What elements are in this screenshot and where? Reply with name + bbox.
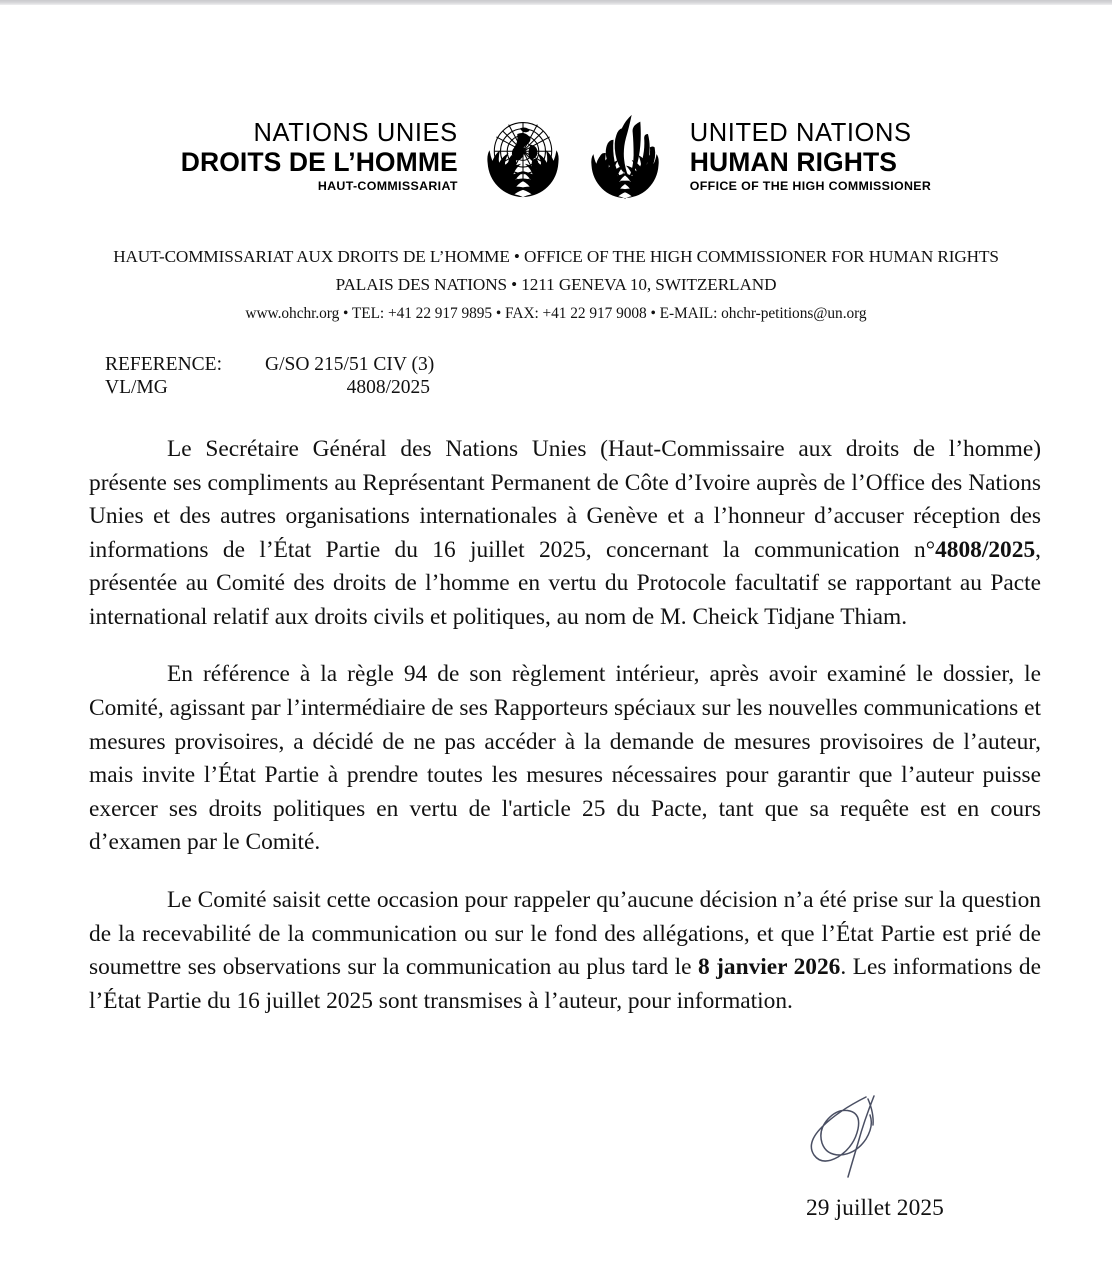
reference-initials: VL/MG bbox=[105, 376, 168, 398]
reference-row-primary bbox=[105, 354, 435, 377]
letterhead-english-text bbox=[690, 121, 931, 192]
letter-body bbox=[89, 433, 1041, 1018]
body-text-run: , présentée au Comité des droits de l’homme en vertu du Protocole facultatif se rapportant au Pacte international relatif aux droits civils et politiques, au nom de M. Cheick Tidjane Thiam. bbox=[89, 536, 1041, 630]
letterhead-french-text bbox=[181, 121, 458, 192]
signature-block bbox=[760, 1093, 990, 1222]
reference-label: REFERENCE: bbox=[105, 354, 223, 375]
body-text-run: Le Comité saisit cette occasion pour rappeler qu’aucune décision n’a été prise sur la question de la recevabilité de la communication ou sur le fond des allégations, et que l’État Partie est prié de soumettre ses observations sur la communication au plus tard le bbox=[89, 886, 1041, 981]
reference-case-number: 4808/2025 bbox=[346, 376, 430, 398]
letterhead-en-line2: HUMAN RIGHTS bbox=[689, 146, 898, 177]
address-line-2: PALAIS DES NATIONS • 1211 GENEVA 10, SWITZERLAND bbox=[335, 275, 777, 295]
letterhead-fr-line3: HAUT-COMMISSARIAT bbox=[317, 179, 458, 194]
handwritten-signature bbox=[778, 1093, 928, 1185]
reference-value: G/SO 215/51 CIV (3) bbox=[265, 354, 435, 375]
letterhead-fr-line2: DROITS DE L’HOMME bbox=[180, 146, 458, 177]
signature-date: 29 juillet 2025 bbox=[806, 1195, 944, 1221]
body-text-run: En référence à la règle 94 de son règlement intérieur, après avoir examiné le dossier, le Comité, agissant par l’intermédiaire de ses Rapporteurs spéciaux sur les nouvelles communications et mesures provisoires, a décidé de ne pas accéder à la demande de mesures provisoires de l’auteur, mais invite l’État Partie à prendre toutes les mesures nécessaires pour garantir que l’auteur puisse exercer ses droits politiques en vertu de l'article 25 du Pacte, tant que sa requête est en cours d’examen par le Comité. bbox=[89, 661, 1041, 856]
body-text-run: . Les informations de l’État Partie du 16 juillet 2025 sont transmises à l’auteur, pour information. bbox=[89, 954, 1042, 1014]
paragraph-2 bbox=[89, 658, 1041, 859]
document-page bbox=[0, 5, 1112, 1280]
emphasised-text: 8 janvier 2026 bbox=[697, 954, 841, 981]
paragraph-3 bbox=[89, 884, 1041, 1018]
address-line-1: HAUT-COMMISSARIAT AUX DROITS DE L’HOMME • OFFICE OF THE HIGH COMMISSIONER FOR HUMAN RIGHTS bbox=[113, 247, 999, 266]
un-globe-olive-branches-emblem bbox=[475, 113, 571, 201]
body-text-run: Le Secrétaire Général des Nations Unies (Haut-Commissaire aux droits de l’homme) présente ses compliments au Représentant Permanent de Côte d’Ivoire auprès de l’Office des Nations Unies et des autres organisations internationales à Genève et a l’honneur d’accuser réception des informations de l’État Partie du 16 juillet 2025, concernant la communication n° bbox=[89, 436, 1041, 563]
letterhead bbox=[0, 113, 1112, 201]
emblem-group bbox=[475, 113, 673, 201]
letterhead-en-line1: UNITED NATIONS bbox=[689, 119, 912, 148]
address-line-3: www.ohchr.org • TEL: +41 22 917 9895 • FAX: +41 22 917 9008 • E-MAIL: ohchr-petitions@un.org bbox=[245, 305, 867, 323]
ohchr-flame-laurel-emblem bbox=[577, 113, 673, 201]
reference-block bbox=[105, 354, 435, 400]
reference-row-secondary bbox=[105, 377, 430, 400]
paragraph-1 bbox=[89, 433, 1041, 634]
letterhead-en-line3: OFFICE OF THE HIGH COMMISSIONER bbox=[689, 179, 932, 194]
emphasised-text: 4808/2025 bbox=[935, 536, 1036, 563]
letterhead-fr-line1: NATIONS UNIES bbox=[253, 119, 458, 148]
address-block bbox=[0, 248, 1112, 322]
